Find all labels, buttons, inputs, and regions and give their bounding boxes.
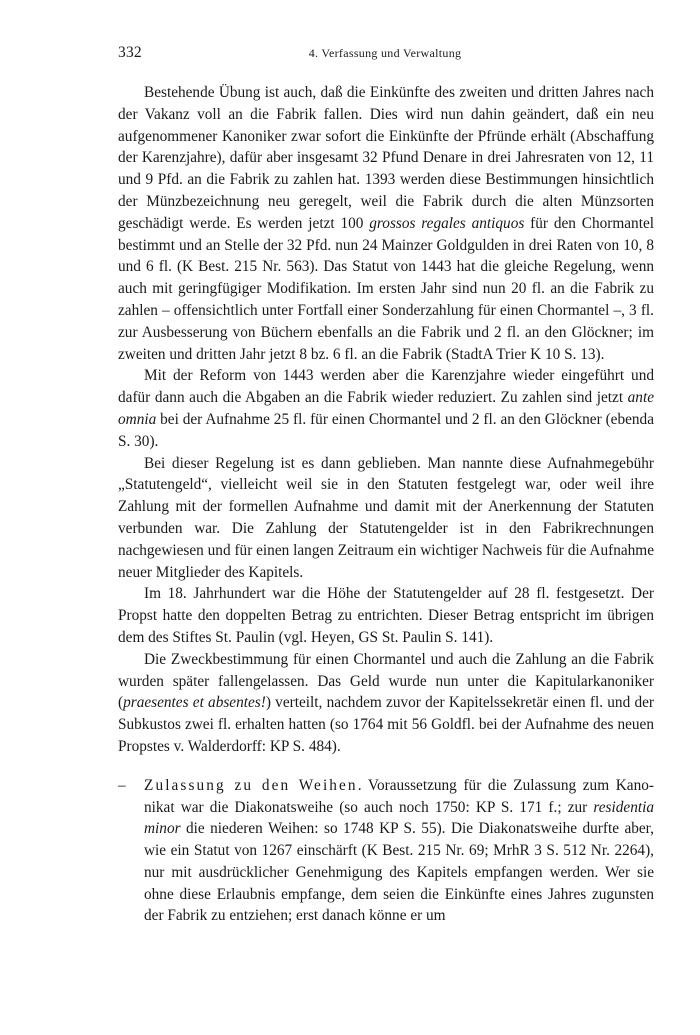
- italic-phrase: grossos regales antiquos: [369, 214, 525, 232]
- italic-phrase: ante omnia: [118, 389, 654, 428]
- text-run: Bei dieser Regelung ist es dann geblieben. Man nannte diese Aufnahmegebühr „Statutengeld“, vielleicht weil sie in den Statuten festgelegt war, oder weil ihre Zahlung mit der formellen Aufnahme und damit mit der Anerkennung der Statuten verbunden war. Die Zahlung der Statutengelder ist in den Fabrikrechnungen nachgewiesen und für einen langen Zeitraum ein wichtiger Nachweis für die Aufnahme neuer Mitglieder des Kapitels.: [118, 454, 654, 581]
- text-run: Bestehende Übung ist auch, daß die Einkünfte des zweiten und dritten Jahres nach der Vakanz voll an die Fabrik fallen. Dies wird nun dahin geändert, daß ein neu aufgenommener Kanoniker zwar sofort die Einkünfte der Pfründe erhält (Abschaffung der Karenzjahre), dafür aber insgesamt 32 Pfund Denare in drei Jahresraten von 12, 11 und 9 Pfd. an die Fabrik zu zahlen hat. 1393 werden diese Bestimmungen hinsichtlich der Münzbezeichnung neu geregelt, weil die Fabrik durch die alten Münzsorten geschädigt werde. Es werden jetzt 100: [118, 84, 654, 232]
- section-paragraph: [144, 775, 654, 928]
- paragraph: [118, 583, 654, 648]
- running-title: 4. Verfassung und Verwaltung: [308, 46, 462, 60]
- italic-phrase: residentia minor: [144, 798, 654, 838]
- paragraph: [118, 82, 654, 365]
- page-number: 332: [118, 44, 142, 61]
- text-run: bei der Aufnahme 25 fl. für einen Chormantel und 2 fl. an den Glöckner (ebenda S. 30).: [118, 410, 654, 450]
- section-heading: Zulassung zu den Weihen: [144, 776, 358, 794]
- list-dash: –: [118, 776, 126, 794]
- text-run: für den Chormantel bestimmt und an Stelle der 32 Pfd. nun 24 Mainzer Goldgulden in drei Raten von 10, 8 und 6 fl. (K Best. 215 Nr. 563). Das Statut von 1443 hat die gleiche Regelung, wenn auch mit geringfügiger Modifikation. Im ersten Jahr sind nun 20 fl. an die Fabrik zu zahlen – offensichtlich unter Fortfall einer Sonderzahlung für einen Chormantel –, 3 fl. zur Ausbesserung von Büchern ebenfalls an die Fabrik und 2 fl. an den Glöckner; im zweiten und dritten Jahr jetzt 8 bz. 6 fl. an die Fabrik (StadtA Trier K 10 S. 13).: [118, 214, 654, 363]
- text-run: . Voraussetzung für die Zulassung zum Kanonikat war die Diakonatsweihe (so auch noch 1750: KP S. 171 f.; zur: [144, 776, 654, 816]
- body-text: [118, 82, 654, 927]
- paragraph: [118, 649, 654, 758]
- paragraph: [118, 365, 654, 452]
- text-run: Im 18. Jahrhundert war die Höhe der Statutengelder auf 28 fl. festgesetzt. Der Propst hatte den doppelten Betrag zu entrichten. Dieser Betrag entspricht im übrigen dem des Stiftes St. Paulin (vgl. Heyen, GS St. Paulin S. 141).: [118, 585, 654, 646]
- text-run: die niederen Weihen: so 1748 KP S. 55). Die Diakonatsweihe durfte aber, wie ein Statut von 1267 einschärft (K Best. 215 Nr. 69; MrhR 3 S. 512 Nr. 2264), nur mit ausdrücklicher Genehmigung des Kapitels empfangen werden. Wer sie ohne diese Erlaubnis empfange, dem seien die Einkünfte eines Jahres zugunsten der Fabrik zu entziehen; erst danach könne er um: [144, 820, 654, 925]
- running-header: [118, 44, 652, 68]
- section-gap: [118, 758, 654, 775]
- text-run: ) verteilt, nachdem zuvor der Kapitelssekretär einen fl. und der Subkustos zwei fl. erhalten hatten (so 1764 mit 56 Goldfl. bei der Aufnahme des neuen Propstes v. Walderdorff: KP S. 484).: [118, 694, 655, 755]
- paragraph: [118, 453, 654, 584]
- text-run: Mit der Reform von 1443 werden aber die Karenzjahre wieder eingeführt und dafür dann auch die Abgaben an die Fabrik wieder reduziert. Zu zahlen sind jetzt: [118, 367, 654, 407]
- italic-phrase: praesentes et absentes!: [123, 694, 266, 712]
- text-run: Die Zweckbestimmung für einen Chormantel und auch die Zahlung an die Fabrik wurden später fallengelassen. Das Geld wurde nun unter die Kapitularkanoniker (: [118, 650, 654, 712]
- section-item: [118, 775, 654, 928]
